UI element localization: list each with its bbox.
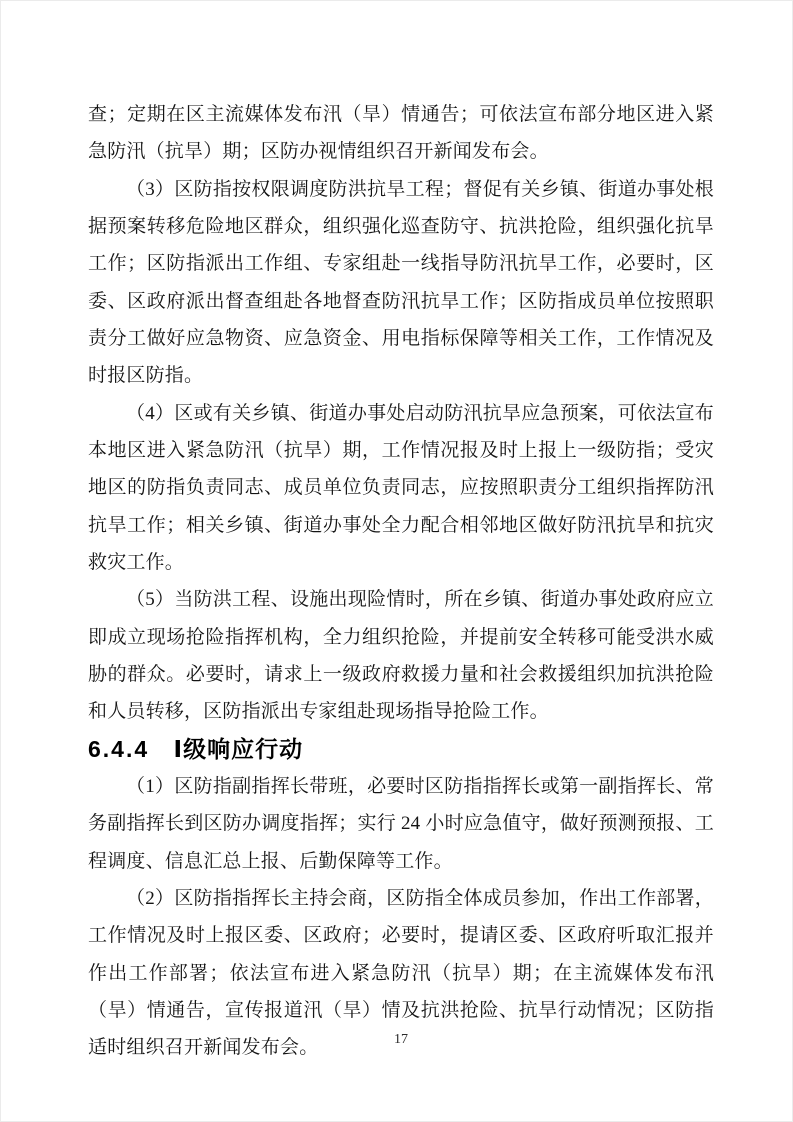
page-number: 17 xyxy=(394,1032,408,1047)
paragraph-item-4: （4）区或有关乡镇、街道办事处启动防汛抗旱应急预案，可依法宣布本地区进入紧急防汛（抗旱）期，工作情况报及时上报上一级防指；受灾地区的防指负责同志、成员单位负责同志，应按照职责分工组织指挥防汛抗旱工作；相关乡镇、街道办事处全力配合相邻地区做好防汛抗旱和抗灾救灾工作。 xyxy=(88,402,714,573)
paragraph-item-3: （3）区防指按权限调度防洪抗旱工程；督促有关乡镇、街道办事处根据预案转移危险地区群众，组织强化巡查防守、抗洪抢险，组织强化抗旱工作；区防指派出工作组、专家组赴一线指导防汛抗旱工作，必要时，区委、区政府派出督查组赴各地督查防汛抗旱工作；区防指成员单位按照职责分工做好应急物资、应急资金、用电指标保障等相关工作，工作情况及时报区防指。 xyxy=(88,178,714,387)
section-heading xyxy=(88,731,714,768)
paragraph-item-5: （5）当防洪工程、设施出现险情时，所在乡镇、街道办事处政府应立即成立现场抢险指挥机构，全力组织抢险，并提前安全转移可能受洪水威胁的群众。必要时，请求上一级政府救援力量和社会救援组织加抗洪抢险和人员转移，区防指派出专家组赴现场指导抢险工作。 xyxy=(88,589,714,723)
paragraph-continuation: 查；定期在区主流媒体发布汛（旱）情通告；可依法宣布部分地区进入紧急防汛（抗旱）期；区防办视情组织召开新闻发布会。 xyxy=(88,104,714,163)
paragraph-item-2: （2）区防指指挥长主持会商，区防指全体成员参加，作出工作部署，工作情况及时上报区委、区政府；必要时，提请区委、区政府听取汇报并作出工作部署；依法宣布进入紧急防汛（抗旱）期；在主流媒体发布汛（旱）情通告，宣传报道汛（旱）情及抗洪抢险、抗旱行动情况；区防指适时组织召开新闻发布会。 xyxy=(88,887,714,1059)
section-heading-title: Ⅰ级响应行动 xyxy=(173,735,304,762)
paragraph-item-1: （1）区防指副指挥长带班，必要时区防指指挥长或第一副指挥长、常务副指挥长到区防办调度指挥；实行 24 小时应急值守，做好预测预报、工程调度、信息汇总上报、后勤保障等工作。 xyxy=(88,775,714,872)
page-content xyxy=(88,96,714,1067)
page-footer xyxy=(88,1030,714,1048)
section-heading-number: 6.4.4 xyxy=(88,735,150,762)
